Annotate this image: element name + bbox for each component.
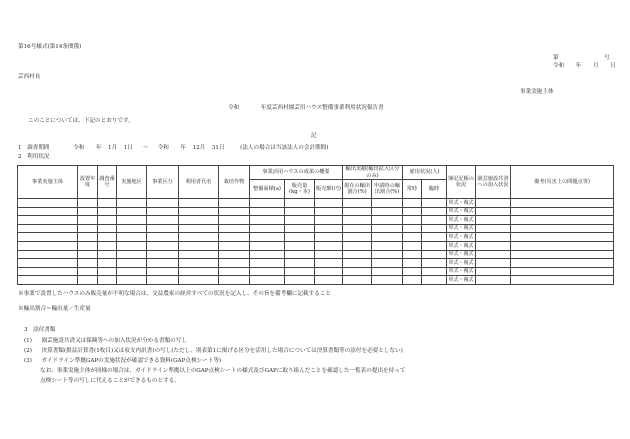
end-year: 年 [180, 145, 187, 151]
table-cell [179, 207, 219, 216]
table-cell [250, 250, 285, 259]
table-cell [219, 267, 250, 276]
report-title [228, 105, 384, 112]
col-remarks: 備考(災害上の問題点等) [511, 166, 614, 199]
table-cell [117, 276, 147, 285]
table-cell [250, 276, 285, 285]
col-insurance: 園芸施設共済への加入状況 [476, 166, 511, 199]
table-cell [117, 224, 147, 233]
table-cell [315, 199, 343, 208]
table-cell [18, 259, 78, 268]
table-cell [422, 259, 447, 268]
table-cell [117, 199, 147, 208]
table-cell [117, 207, 147, 216]
table-cell [372, 233, 403, 242]
col-results-group: 事業活用ハウスの成果の概要 [250, 166, 343, 180]
col-area: 実施地区 [117, 166, 147, 199]
table-cell [147, 241, 179, 250]
table-cell [285, 250, 315, 259]
table-cell [511, 276, 614, 285]
col-category: 事業区分 [147, 166, 179, 199]
table-cell [219, 241, 250, 250]
title-era: 令和 [228, 105, 240, 111]
table-cell [250, 224, 285, 233]
table-cell [250, 267, 285, 276]
table-row [18, 267, 614, 276]
table-cell [179, 233, 219, 242]
table-cell [285, 267, 315, 276]
table-cell [315, 276, 343, 285]
col-export-group: 輸出実績(輸出拡大区分のみ) [343, 166, 403, 180]
start-month: 1月 [108, 145, 118, 151]
bookkeeping-cell: 単式・複式 [448, 242, 474, 249]
attachment-item-2 [24, 348, 403, 355]
table-cell [403, 199, 422, 208]
bookkeeping-cell: 単式・複式 [448, 199, 474, 206]
table-cell [372, 259, 403, 268]
ki-mark: 記 [311, 133, 317, 139]
table-cell [219, 259, 250, 268]
col-setup-year: 設置年度 [78, 166, 98, 199]
table-cell [422, 276, 447, 285]
table-cell [219, 233, 250, 242]
table-cell [315, 233, 343, 242]
date-month: 月 [592, 63, 599, 69]
table-cell [511, 267, 614, 276]
col-sales-amount: 販売額(円) [315, 180, 343, 199]
table-cell [179, 241, 219, 250]
table-cell [250, 199, 285, 208]
table-cell [98, 199, 117, 208]
attachment-num: (1) [24, 338, 32, 344]
usage-heading: 2 利用状況 [18, 154, 50, 160]
table-cell [250, 207, 285, 216]
col-fulltime: 常時 [403, 180, 422, 199]
table-cell [343, 267, 372, 276]
table-cell [179, 259, 219, 268]
table-cell [147, 224, 179, 233]
table-cell [285, 241, 315, 250]
table-row [18, 241, 614, 250]
table-cell [403, 267, 422, 276]
table-cell [343, 207, 372, 216]
bookkeeping-cell: 単式・複式 [448, 216, 474, 223]
table-cell [476, 216, 511, 225]
attachment-num: (2) [24, 348, 32, 354]
table-cell [18, 250, 78, 259]
date-year: 年 [575, 63, 582, 69]
table-cell [147, 259, 179, 268]
table-cell [422, 267, 447, 276]
bookkeeping-cell: 単式・複式 [448, 259, 474, 266]
table-row [18, 216, 614, 225]
date-day: 日 [610, 63, 616, 69]
table-cell [511, 241, 614, 250]
attachment-text: ガイドライン準拠GAPの実施状況が確認できる資料(GAP点検シート等) [41, 358, 222, 364]
table-cell [372, 276, 403, 285]
table-cell [98, 241, 117, 250]
table-cell [250, 241, 285, 250]
table-cell [179, 199, 219, 208]
table-cell [18, 276, 78, 285]
attachment-num: (3) [24, 358, 32, 364]
end-day: 31日 [211, 145, 225, 151]
table-cell [343, 250, 372, 259]
table-cell [476, 224, 511, 233]
survey-period-label: 1 調査期間 [18, 145, 50, 151]
table-cell [372, 199, 403, 208]
table-note-2: ※輸出割合＝輸出量／生産量 [18, 306, 91, 312]
attachment-item-1 [24, 338, 187, 345]
table-cell [372, 241, 403, 250]
table-cell [78, 224, 98, 233]
table-cell [343, 233, 372, 242]
table-cell [403, 259, 422, 268]
table-cell [343, 199, 372, 208]
start-day: 1日 [123, 145, 133, 151]
bookkeeping-cell: 単式・複式 [448, 234, 474, 241]
table-cell [147, 267, 179, 276]
table-cell [285, 199, 315, 208]
table-cell [98, 259, 117, 268]
table-cell [179, 224, 219, 233]
attachments-heading: 3 添付書類 [24, 327, 56, 333]
table-cell [285, 207, 315, 216]
table-cell [78, 233, 98, 242]
table-cell [18, 267, 78, 276]
table-row [18, 207, 614, 216]
document-number [553, 55, 610, 62]
table-cell [511, 224, 614, 233]
table-cell [372, 267, 403, 276]
attachment-item-3 [24, 358, 221, 365]
table-cell [372, 207, 403, 216]
table-cell [78, 259, 98, 268]
attachment-text: 園芸施設共済又は保険等への加入状況が分かる書類の写し [41, 338, 187, 344]
table-cell [422, 233, 447, 242]
document-date [553, 63, 616, 70]
table-cell [476, 207, 511, 216]
table-cell [18, 224, 78, 233]
table-cell [179, 276, 219, 285]
table-cell [18, 199, 78, 208]
table-cell [18, 207, 78, 216]
bookkeeping-cell: 単式・複式 [448, 208, 474, 215]
table-cell [315, 250, 343, 259]
table-cell [372, 216, 403, 225]
table-cell [219, 216, 250, 225]
table-cell [285, 233, 315, 242]
submitter: 事業実施主体 [520, 89, 554, 95]
table-cell [422, 250, 447, 259]
table-cell [219, 199, 250, 208]
table-row [18, 250, 614, 259]
number-dai: 第 [553, 55, 559, 61]
date-era: 令和 [553, 63, 565, 69]
table-cell [78, 216, 98, 225]
col-sales-qty: 販売量(kg・本) [285, 180, 315, 199]
table-cell [78, 250, 98, 259]
table-cell [403, 241, 422, 250]
table-cell [147, 276, 179, 285]
table-cell [117, 233, 147, 242]
table-cell [78, 276, 98, 285]
table-cell [511, 233, 614, 242]
col-current-export: 現在の輸出割合(%) [343, 180, 372, 199]
table-cell [285, 276, 315, 285]
table-cell [422, 216, 447, 225]
table-cell [98, 276, 117, 285]
bookkeeping-cell: 単式・複式 [448, 277, 474, 284]
table-cell [98, 224, 117, 233]
table-cell [476, 250, 511, 259]
table-cell [343, 241, 372, 250]
table-cell [117, 267, 147, 276]
table-cell [219, 250, 250, 259]
table-body [18, 199, 614, 285]
table-cell [422, 207, 447, 216]
table-cell [476, 199, 511, 208]
table-cell [422, 241, 447, 250]
table-cell [315, 207, 343, 216]
start-era: 令和 [73, 145, 85, 151]
end-month: 12月 [192, 145, 206, 151]
table-cell [403, 233, 422, 242]
table-cell [250, 216, 285, 225]
table-cell [179, 267, 219, 276]
table-cell [511, 250, 614, 259]
table-cell [372, 224, 403, 233]
table-cell [78, 207, 98, 216]
table-cell [18, 241, 78, 250]
table-cell [343, 216, 372, 225]
table-cell [476, 276, 511, 285]
table-cell [117, 241, 147, 250]
table-cell [403, 250, 422, 259]
table-cell [285, 224, 315, 233]
table-cell [343, 224, 372, 233]
attachment-continuation-2: 点検シート等の写しに代えることができるものとする。 [40, 378, 180, 384]
table-cell [78, 199, 98, 208]
attachment-continuation-1: なお、事業実施主体が同様の場合は、ガイドライン準拠以上のGAP点検シートの様式及びGAPに取り組んだことを確認した一覧表の提出を持って [40, 368, 406, 374]
table-cell [422, 224, 447, 233]
table-cell [403, 224, 422, 233]
table-cell [511, 207, 614, 216]
table-cell [98, 207, 117, 216]
survey-period [18, 145, 328, 152]
bookkeeping-cell: 単式・複式 [448, 225, 474, 232]
table-cell [403, 216, 422, 225]
table-cell [18, 216, 78, 225]
table-cell [117, 216, 147, 225]
table-cell [98, 250, 117, 259]
table-cell [147, 233, 179, 242]
table-cell [476, 241, 511, 250]
table-cell [147, 207, 179, 216]
table-cell [250, 233, 285, 242]
period-tilde: ～ [142, 145, 149, 151]
table-cell [18, 233, 78, 242]
table-cell [511, 259, 614, 268]
table-cell [476, 259, 511, 268]
col-user-name: 利用者氏名 [179, 166, 219, 199]
table-cell [422, 199, 447, 208]
table-row [18, 224, 614, 233]
table-cell [372, 250, 403, 259]
table-cell [219, 276, 250, 285]
col-install-area: 整備面積(a) [250, 180, 285, 199]
table-cell [343, 276, 372, 285]
table-cell [511, 216, 614, 225]
table-note-1: ※事業で設置したハウスのみ販売量が不明な場合は、交益農家の経営すべての状況を記入し、その旨を備考欄に記載すること [18, 291, 331, 297]
table-cell [403, 276, 422, 285]
form-label: 第16号様式(第14条関係) [18, 44, 82, 50]
col-crop: 栽培作物 [219, 166, 250, 199]
table-row [18, 199, 614, 208]
table-row [18, 276, 614, 285]
table-cell [285, 216, 315, 225]
col-temporary: 臨時 [422, 180, 447, 199]
table-cell [117, 250, 147, 259]
table-cell [179, 250, 219, 259]
table-cell [403, 207, 422, 216]
table-cell [315, 267, 343, 276]
table-cell [78, 267, 98, 276]
col-applied-export: 申請時の輸出割合(%) [372, 180, 403, 199]
col-bookkeeping: 簿記記帳の状況 [447, 166, 476, 199]
table-cell [511, 199, 614, 208]
number-go: 号 [604, 55, 610, 61]
attachment-text: 決算書類(損益計算書(1枚目)又は収支内訳書)の写し(ただし、別表第1に掲げる区分を活用した場合については決算書類等の添付を必要としない) [41, 348, 403, 354]
table-cell [285, 259, 315, 268]
start-year: 年 [95, 145, 102, 151]
table-cell [98, 233, 117, 242]
table-row [18, 259, 614, 268]
bookkeeping-cell: 単式・複式 [448, 251, 474, 258]
bookkeeping-cell: 単式・複式 [448, 268, 474, 275]
table-cell [219, 207, 250, 216]
table-cell [250, 259, 285, 268]
table-cell [219, 224, 250, 233]
table-cell [117, 259, 147, 268]
table-cell [147, 250, 179, 259]
table-cell [315, 216, 343, 225]
col-survey-no: 調査番号 [98, 166, 117, 199]
table-cell [179, 216, 219, 225]
table-cell [147, 199, 179, 208]
table-cell [315, 241, 343, 250]
table-cell [343, 259, 372, 268]
table-cell [78, 241, 98, 250]
table-row [18, 233, 614, 242]
addressee: 芸西村長 [18, 74, 41, 80]
usage-table [17, 165, 614, 285]
intro-text: このことについては、下記のとおりです。 [28, 118, 134, 124]
col-employment-group: 雇用状況(人) [403, 166, 447, 180]
table-cell [315, 224, 343, 233]
end-era: 令和 [157, 145, 169, 151]
table-cell [147, 216, 179, 225]
table-cell [315, 259, 343, 268]
period-note: (法人の場合は当該法人の会計期間) [240, 145, 329, 151]
table-cell [476, 233, 511, 242]
col-entity: 事業実施主体 [18, 166, 78, 199]
table-cell [98, 267, 117, 276]
title-text: 年度芸西村園芸用ハウス整備事業利用状況報告書 [260, 105, 384, 111]
table-cell [98, 216, 117, 225]
table-cell [476, 267, 511, 276]
